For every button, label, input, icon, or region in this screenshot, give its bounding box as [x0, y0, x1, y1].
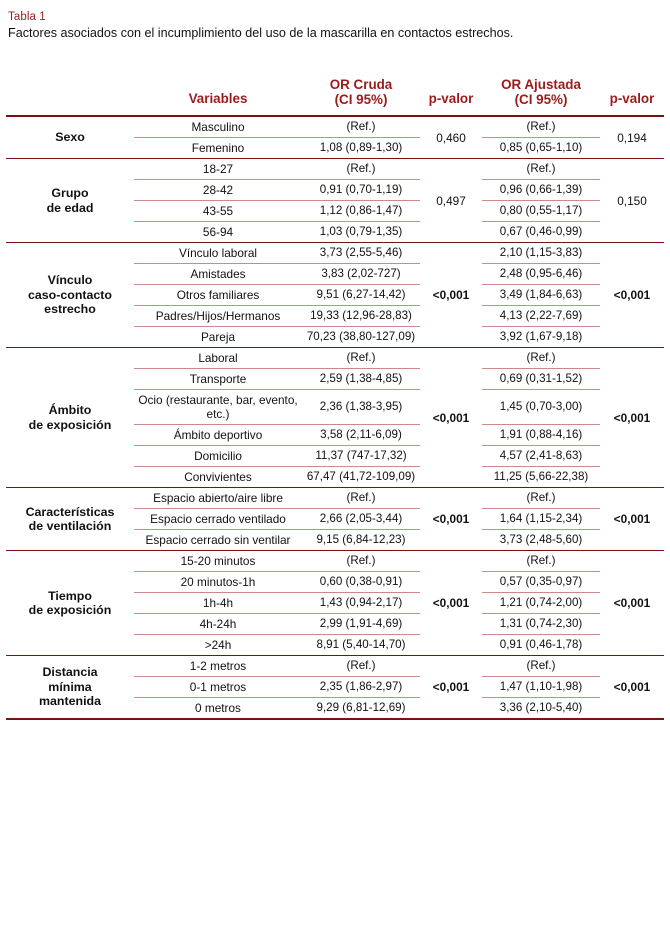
variable-label: 18-27 — [134, 159, 302, 180]
or-crude-value: 70,23 (38,80-127,09) — [302, 327, 420, 348]
variable-label: 0 metros — [134, 698, 302, 720]
or-adjusted-value: 1,45 (0,70-3,00) — [482, 390, 600, 425]
or-crude-value: (Ref.) — [302, 116, 420, 138]
or-adjusted-value: (Ref.) — [482, 116, 600, 138]
p-value-adjusted: <0,001 — [600, 243, 664, 348]
or-adjusted-value: (Ref.) — [482, 488, 600, 509]
p-value-crude: <0,001 — [420, 488, 482, 551]
or-adjusted-value: 0,57 (0,35-0,97) — [482, 572, 600, 593]
p-value-adjusted: <0,001 — [600, 488, 664, 551]
or-crude-value: (Ref.) — [302, 551, 420, 572]
p-value-adjusted: <0,001 — [600, 656, 664, 720]
group-label: Distancia mínima mantenida — [6, 656, 134, 720]
or-adjusted-value: (Ref.) — [482, 656, 600, 677]
p-value-adjusted: 0,150 — [600, 159, 664, 243]
p-value-adjusted: <0,001 — [600, 551, 664, 656]
table-row — [6, 656, 664, 677]
variable-label: Ocio (restaurante, bar, evento, etc.) — [134, 390, 302, 425]
header-or-crude-line1: OR Cruda — [329, 77, 393, 92]
or-crude-value: 1,12 (0,86-1,47) — [302, 201, 420, 222]
or-adjusted-value: 0,91 (0,46-1,78) — [482, 635, 600, 656]
variable-label: 1h-4h — [134, 593, 302, 614]
p-value-adjusted: 0,194 — [600, 116, 664, 159]
or-crude-value: 8,91 (5,40-14,70) — [302, 635, 420, 656]
or-crude-value: 67,47 (41,72-109,09) — [302, 467, 420, 488]
or-adjusted-value: 0,80 (0,55-1,17) — [482, 201, 600, 222]
variable-label: Ámbito deportivo — [134, 425, 302, 446]
or-adjusted-value: 4,13 (2,22-7,69) — [482, 306, 600, 327]
or-crude-value: 9,51 (6,27-14,42) — [302, 285, 420, 306]
header-variables: Variables — [188, 91, 248, 106]
variable-label: 0-1 metros — [134, 677, 302, 698]
variable-label: Padres/Hijos/Hermanos — [134, 306, 302, 327]
variable-label: Espacio abierto/aire libre — [134, 488, 302, 509]
or-adjusted-value: 0,96 (0,66-1,39) — [482, 180, 600, 201]
results-table — [6, 73, 664, 720]
header-or-adjusted — [482, 73, 600, 116]
group-label: Características de ventilación — [6, 488, 134, 551]
p-value-adjusted: <0,001 — [600, 348, 664, 488]
header-or-crude-line2: (CI 95%) — [334, 92, 388, 107]
or-crude-value: 2,59 (1,38-4,85) — [302, 369, 420, 390]
variable-label: >24h — [134, 635, 302, 656]
or-adjusted-value: 1,91 (0,88-4,16) — [482, 425, 600, 446]
variable-label: Laboral — [134, 348, 302, 369]
or-crude-value: 0,60 (0,38-0,91) — [302, 572, 420, 593]
table-row — [6, 243, 664, 264]
header-or-adjusted-line2: (CI 95%) — [514, 92, 568, 107]
variable-label: Femenino — [134, 138, 302, 159]
variable-label: Pareja — [134, 327, 302, 348]
variable-label: Amistades — [134, 264, 302, 285]
or-crude-value: 11,37 (747-17,32) — [302, 446, 420, 467]
or-adjusted-value: 3,36 (2,10-5,40) — [482, 698, 600, 720]
or-adjusted-value: 0,67 (0,46-0,99) — [482, 222, 600, 243]
group-label: Ámbito de exposición — [6, 348, 134, 488]
or-crude-value: 1,08 (0,89-1,30) — [302, 138, 420, 159]
table-row — [6, 551, 664, 572]
p-value-crude: <0,001 — [420, 656, 482, 720]
or-crude-value: 1,43 (0,94-2,17) — [302, 593, 420, 614]
group-label: Grupo de edad — [6, 159, 134, 243]
variable-label: Espacio cerrado sin ventilar — [134, 530, 302, 551]
or-crude-value: 19,33 (12,96-28,83) — [302, 306, 420, 327]
or-crude-value: 3,73 (2,55-5,46) — [302, 243, 420, 264]
or-adjusted-value: 0,85 (0,65-1,10) — [482, 138, 600, 159]
or-adjusted-value: 1,47 (1,10-1,98) — [482, 677, 600, 698]
header-p-value-crude: p-valor — [428, 91, 474, 106]
or-adjusted-value: 1,31 (0,74-2,30) — [482, 614, 600, 635]
table-number-label: Tabla 1 — [8, 11, 46, 23]
or-adjusted-value: 11,25 (5,66-22,38) — [482, 467, 600, 488]
or-crude-value: 2,66 (2,05-3,44) — [302, 509, 420, 530]
or-adjusted-value: 0,69 (0,31-1,52) — [482, 369, 600, 390]
variable-label: Masculino — [134, 116, 302, 138]
or-adjusted-value: 3,73 (2,48-5,60) — [482, 530, 600, 551]
p-value-crude: 0,460 — [420, 116, 482, 159]
variable-label: Convivientes — [134, 467, 302, 488]
or-adjusted-value: 3,92 (1,67-9,18) — [482, 327, 600, 348]
variable-label: 56-94 — [134, 222, 302, 243]
or-adjusted-value: 4,57 (2,41-8,63) — [482, 446, 600, 467]
table-head — [6, 73, 664, 116]
or-adjusted-value: 1,21 (0,74-2,00) — [482, 593, 600, 614]
variable-label: 4h-24h — [134, 614, 302, 635]
or-crude-value: 9,15 (6,84-12,23) — [302, 530, 420, 551]
header-p-value-adjusted: p-valor — [609, 91, 655, 106]
header-row — [6, 73, 664, 116]
or-crude-value: (Ref.) — [302, 488, 420, 509]
variable-label: Otros familiares — [134, 285, 302, 306]
variable-label: 1-2 metros — [134, 656, 302, 677]
header-or-adjusted-line1: OR Ajustada — [501, 77, 581, 92]
or-crude-value: 9,29 (6,81-12,69) — [302, 698, 420, 720]
or-crude-value: 3,58 (2,11-6,09) — [302, 425, 420, 446]
p-value-crude: <0,001 — [420, 348, 482, 488]
or-adjusted-value: (Ref.) — [482, 159, 600, 180]
or-crude-value: 2,99 (1,91-4,69) — [302, 614, 420, 635]
group-label: Sexo — [6, 116, 134, 159]
table-caption — [6, 0, 664, 47]
header-group-spacer — [6, 73, 134, 116]
p-value-crude: 0,497 — [420, 159, 482, 243]
or-adjusted-value: 2,10 (1,15-3,83) — [482, 243, 600, 264]
variable-label: Transporte — [134, 369, 302, 390]
table-caption-text: Factores asociados con el incumplimiento del uso de la mascarilla en contactos estrechos. — [8, 26, 514, 40]
table-row — [6, 116, 664, 138]
or-adjusted-value: (Ref.) — [482, 551, 600, 572]
or-adjusted-value: 3,49 (1,84-6,63) — [482, 285, 600, 306]
group-label: Tiempo de exposición — [6, 551, 134, 656]
or-adjusted-value: (Ref.) — [482, 348, 600, 369]
or-crude-value: (Ref.) — [302, 159, 420, 180]
or-crude-value: (Ref.) — [302, 348, 420, 369]
group-label: Vínculo caso-contacto estrecho — [6, 243, 134, 348]
or-crude-value: 2,36 (1,38-3,95) — [302, 390, 420, 425]
p-value-crude: <0,001 — [420, 243, 482, 348]
or-crude-value: 3,83 (2,02-727) — [302, 264, 420, 285]
variable-label: Espacio cerrado ventilado — [134, 509, 302, 530]
table-row — [6, 488, 664, 509]
variable-label: Domicilio — [134, 446, 302, 467]
variable-label: 43-55 — [134, 201, 302, 222]
or-crude-value: 0,91 (0,70-1,19) — [302, 180, 420, 201]
table-row — [6, 159, 664, 180]
p-value-crude: <0,001 — [420, 551, 482, 656]
or-crude-value: 1,03 (0,79-1,35) — [302, 222, 420, 243]
variable-label: 28-42 — [134, 180, 302, 201]
table-body — [6, 116, 664, 719]
or-crude-value: 2,35 (1,86-2,97) — [302, 677, 420, 698]
header-or-crude — [302, 73, 420, 116]
or-adjusted-value: 2,48 (0,95-6,46) — [482, 264, 600, 285]
variable-label: 15-20 minutos — [134, 551, 302, 572]
or-adjusted-value: 1,64 (1,15-2,34) — [482, 509, 600, 530]
or-crude-value: (Ref.) — [302, 656, 420, 677]
table-row — [6, 348, 664, 369]
variable-label: Vínculo laboral — [134, 243, 302, 264]
variable-label: 20 minutos-1h — [134, 572, 302, 593]
